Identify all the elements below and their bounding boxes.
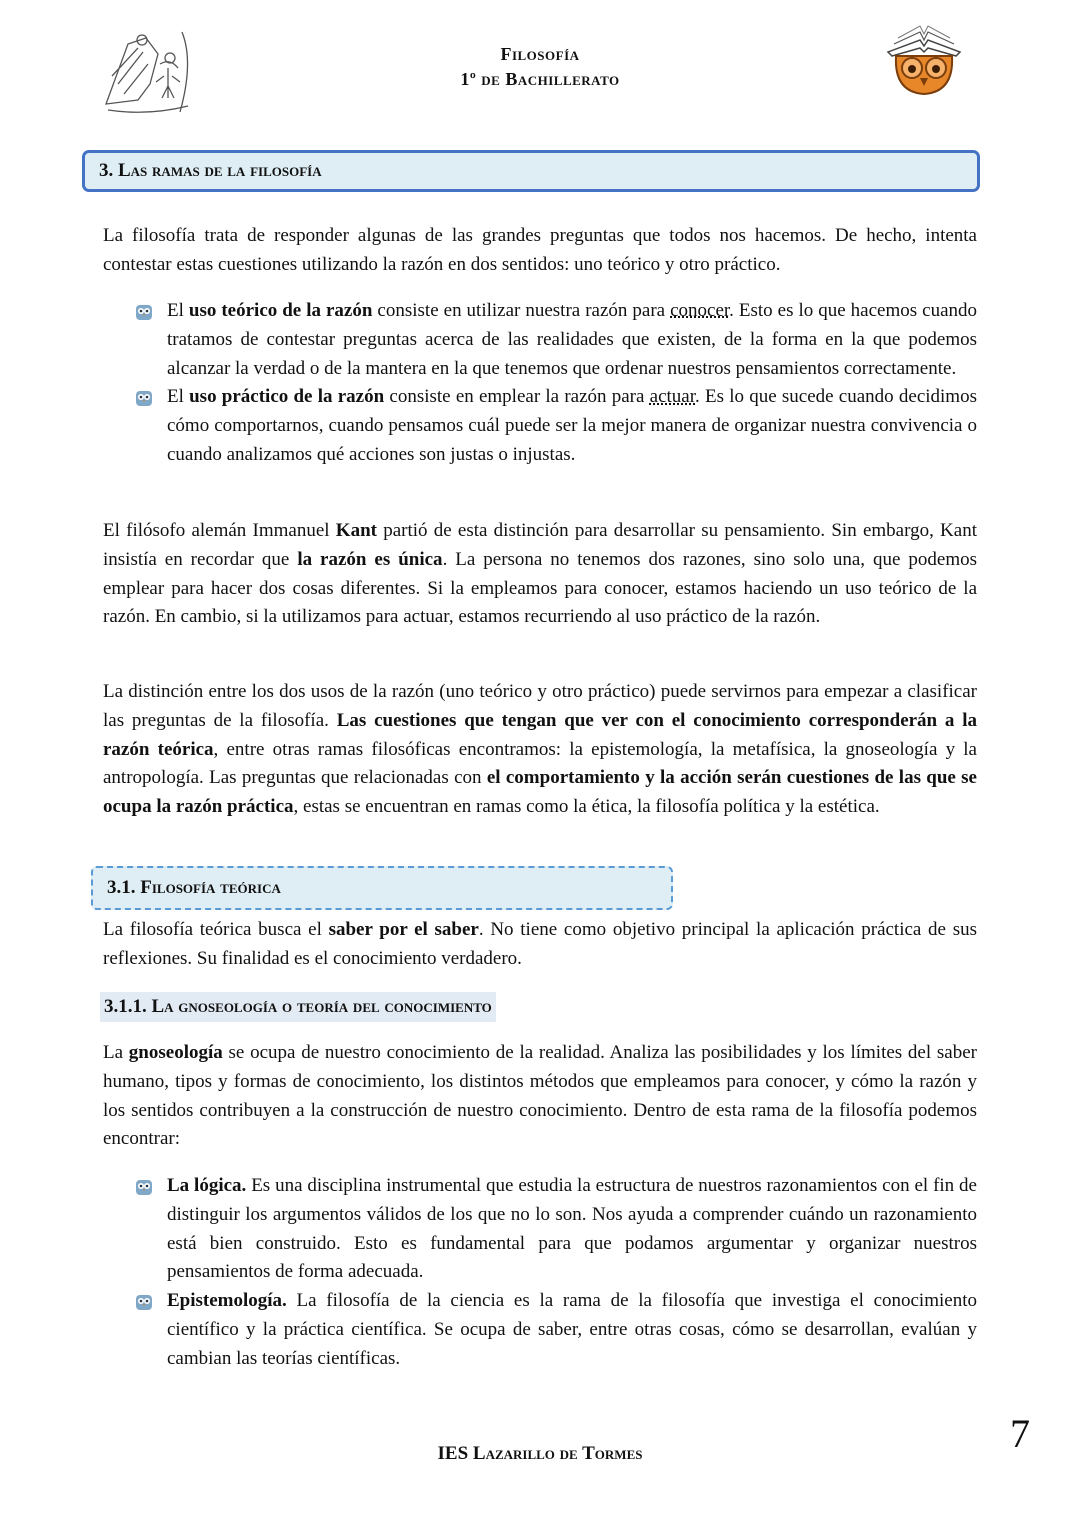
subsection-title: 3.1. Filosofía teórica: [107, 877, 281, 898]
subsubsection-title-box: [100, 992, 496, 1022]
gnoseology-paragraph: La gnoseología se ocupa de nuestro conocimiento de la realidad. Analiza las posibilidades y los límites del saber humano, tipos y formas de conocimiento, los distintos métodos que empleamos para conocer, y cómo la razón y los sentidos contribuyen a la construcción de nuestro conocimiento. Dentro de esta rama de la filosofía podemos encontrar:: [103, 1042, 977, 1150]
owl-bullet-icon: [135, 302, 153, 320]
owl-bullet-icon: [135, 388, 153, 406]
owl-book-icon: [884, 22, 964, 98]
owl-bullet-icon: [135, 1177, 153, 1195]
intro-paragraph: La filosofía trata de responder algunas de las grandes preguntas que todos nos hacemos. De hecho, intenta contestar estas cuestiones utilizando la razón en dos sentidos: uno teórico y otro práctico.: [103, 225, 977, 275]
theoretical-paragraph: La filosofía teórica busca el saber por el saber. No tiene como objetivo principal la aplicación práctica de sus reflexiones. Su finalidad es el conocimiento verdadero.: [103, 919, 977, 969]
header-subject: Filosofía: [500, 44, 580, 64]
distinction-paragraph: La distinción entre los dos usos de la razón (uno teórico y otro práctico) puede servirnos para empezar a clasificar las preguntas de la filosofía. Las cuestiones que tengan que ver con el conocimiento corresponderán a la razón teórica, entre otras ramas filosóficas encontramos: la epistemología, la metafísica, la gnoseología y la antropología. Las preguntas que relacionadas con el comportamiento y la acción serán cuestiones de las que se ocupa la razón práctica, estas se encuentran en ramas como la ética, la filosofía política y la estética.: [103, 681, 978, 818]
list-item: Epistemología. La filosofía de la ciencia es la rama de la filosofía que investiga el conocimiento científico y la práctica científica. Se ocupa de saber, entre otras cosas, cómo se desarrollan, evalúan y cambian las teorías científicas.: [135, 1287, 977, 1373]
list-item: La lógica. Es una disciplina instrumental que estudia la estructura de nuestros razonamientos con el fin de distinguir los argumentos válidos de los que no lo son. Nos ayuda a comprender cuándo un razonamiento está bien construido. Esto es fundamental para que podamos argumentar y organizar nuestros pensamientos de forma adecuada.: [135, 1172, 977, 1287]
page-number: 7: [1010, 1411, 1030, 1456]
list-item: El uso teórico de la razón consiste en utilizar nuestra razón para conocer. Esto es lo que hacemos cuando tratamos de contestar preguntas acerca de las realidades que existen, de la forma en la que podemos alcanzar la verdad o de la mantera en la que tenemos que ordenar nuestros pensamientos correctamente.: [135, 297, 977, 383]
kant-paragraph: El filósofo alemán Immanuel Kant partió de esta distinción para desarrollar su pensamiento. Sin embargo, Kant insistía en recordar que la razón es única. La persona no tenemos dos razones, sino solo una, que podemos emplear para hacer dos cosas diferentes. Si la empleamos para conocer, estamos haciendo un uso teórico de la razón. En cambio, si la utilizamos para actuar, estamos recurriendo al uso práctico de la razón.: [103, 520, 977, 628]
header-course: 1º de Bachillerato: [460, 69, 620, 89]
section-title: 3. Las ramas de la filosofía: [99, 160, 322, 181]
section-title-box: [82, 150, 980, 192]
gnoseology-list: [135, 1172, 977, 1374]
reason-uses-list: [135, 297, 977, 470]
owl-bullet-icon: [135, 1292, 153, 1310]
subsubsection-title: 3.1.1. La gnoseología o teoría del conocimiento: [104, 996, 492, 1017]
subsection-title-box: [91, 866, 673, 910]
list-item: El uso práctico de la razón consiste en emplear la razón para actuar. Es lo que sucede cuando decidimos cómo comportarnos, cuando pensamos cuál puede ser la mejor manera de organizar nuestra convivencia o cuando analizamos qué acciones son justas o injustas.: [135, 383, 977, 469]
underlined-term: actuar: [649, 386, 696, 408]
footer-school: IES Lazarillo de Tormes: [437, 1443, 643, 1464]
underlined-term: conocer: [670, 300, 730, 321]
